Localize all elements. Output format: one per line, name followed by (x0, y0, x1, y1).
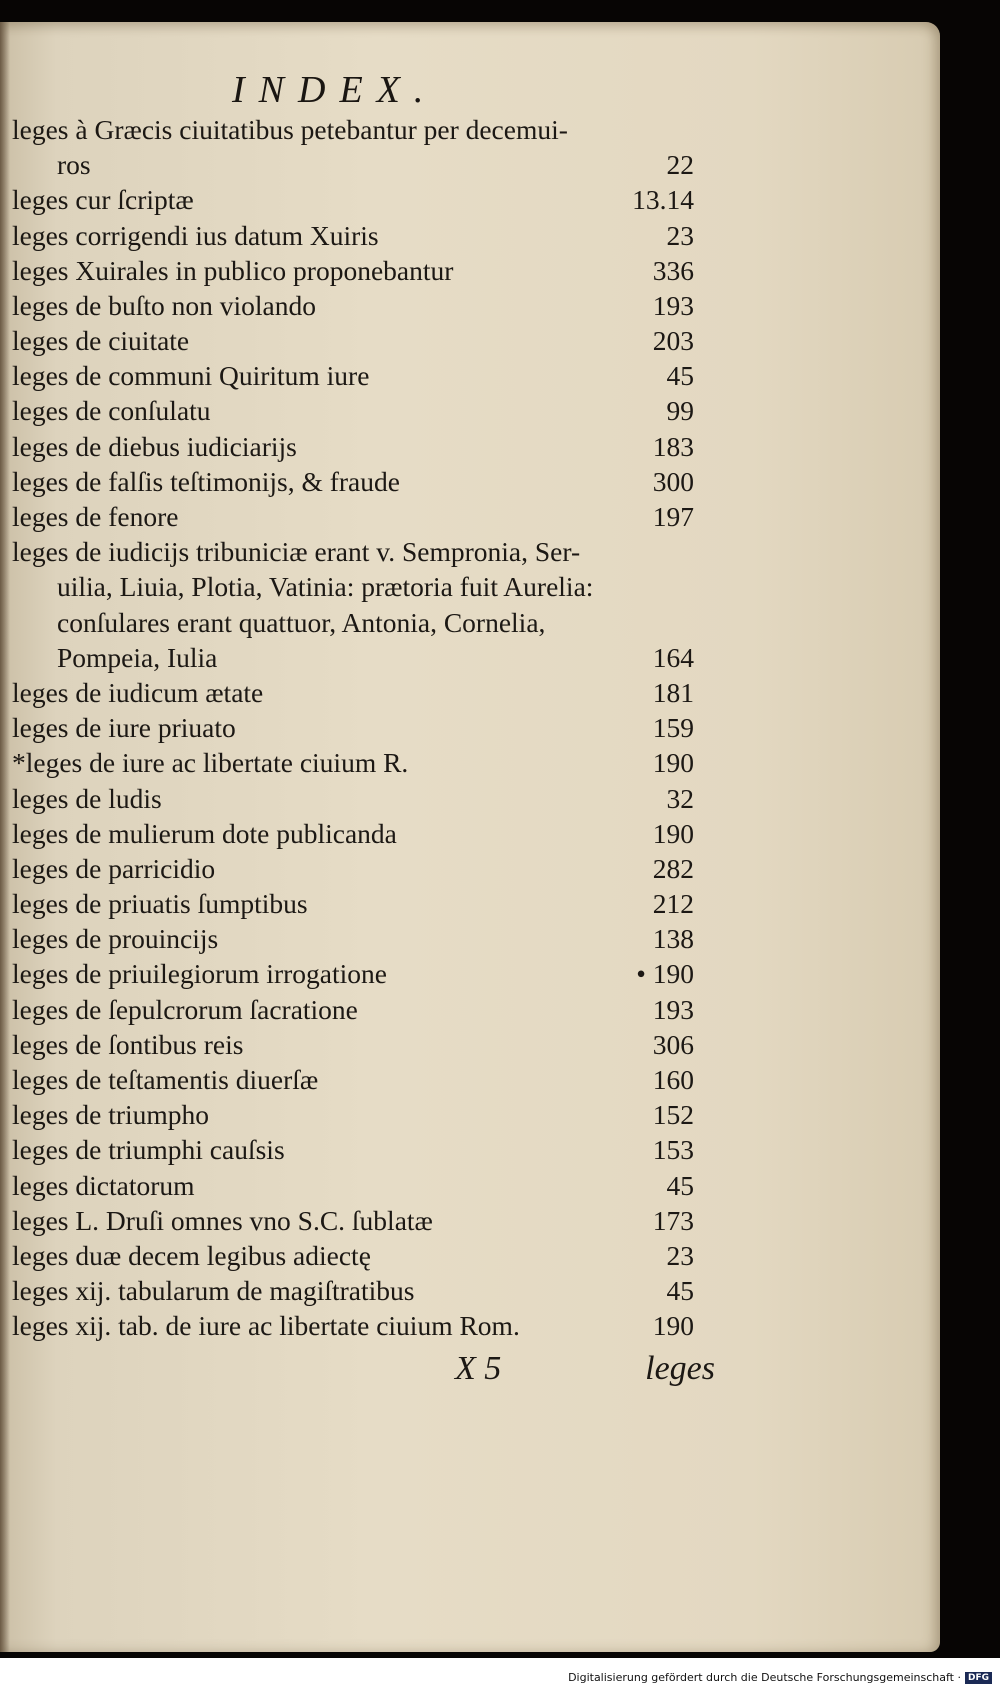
catchword: leges (645, 1350, 715, 1387)
entry-term: ros (57, 149, 91, 181)
entry-page-number: 190 (652, 1310, 694, 1342)
entry-page-number: 159 (652, 712, 694, 744)
credit-text: Digitalisierung gefördert durch die Deutsche Forschungsgemeinschaft · (568, 1671, 961, 1684)
index-entry (12, 1062, 694, 1097)
index-entry (12, 781, 694, 816)
entry-page-number: 306 (652, 1028, 694, 1060)
index-entry (12, 1308, 694, 1343)
entry-term: leges de iudicijs tribuniciæ erant v. Sempronia, Ser- (12, 536, 581, 568)
entry-term: conſulares erant quattuor, Antonia, Cornelia, (57, 606, 546, 638)
entry-page-number: 183 (652, 430, 694, 462)
entry-page-number: 45 (666, 1275, 694, 1307)
entry-term: leges de ludis (12, 782, 162, 814)
entry-term: leges de parricidio (12, 852, 216, 884)
entry-term: leges de communi Quiritum iure (12, 360, 370, 392)
index-entry (12, 464, 694, 499)
entry-term: uilia, Liuia, Plotia, Vatinia: prætoria fuit Aurelia: (57, 571, 594, 603)
signature-mark: X 5 (455, 1350, 502, 1387)
entry-page-number: 99 (666, 395, 694, 427)
entry-page-number: 212 (652, 888, 694, 920)
entry-term: Pompeia, Iulia (57, 641, 218, 673)
index-entry (12, 1273, 694, 1308)
index-entry (12, 1238, 694, 1273)
page-footer (455, 1350, 715, 1388)
index-entry (12, 957, 694, 992)
entry-page-number: 181 (652, 676, 694, 708)
entry-term: leges duæ decem legibus adiectę (12, 1239, 371, 1271)
entry-term: leges xij. tab. de iure ac libertate ciuium Rom. (12, 1310, 520, 1342)
entry-term: leges dictatorum (12, 1169, 195, 1201)
entry-page-number: 23 (666, 219, 694, 251)
index-entry (12, 112, 694, 147)
entry-page-number: 153 (652, 1134, 694, 1166)
entry-term: leges L. Druſi omnes vno S.C. ſublatæ (12, 1204, 433, 1236)
index-entry-continuation (12, 147, 694, 182)
entry-term: leges de fenore (12, 501, 179, 533)
index-entry (12, 499, 694, 534)
entry-page-number: 45 (666, 360, 694, 392)
entry-page-number (686, 569, 694, 604)
index-entry (12, 1132, 694, 1167)
entry-page-number: 197 (652, 501, 694, 533)
entry-page-number: 152 (652, 1099, 694, 1131)
index-entry (12, 745, 694, 780)
entry-term: leges de buſto non violando (12, 289, 316, 321)
entry-term: leges xij. tabularum de magiſtratibus (12, 1275, 415, 1307)
index-entry (12, 1203, 694, 1238)
entry-page-number (686, 605, 694, 640)
entry-term: leges de prouincijs (12, 923, 219, 955)
running-head: INDEX. (232, 69, 438, 111)
index-entry (12, 182, 694, 217)
entry-term: leges de iure priuato (12, 712, 236, 744)
entry-page-number: 173 (652, 1204, 694, 1236)
entry-page-number: 203 (652, 325, 694, 357)
entry-page-number: 336 (652, 254, 694, 286)
index-entry-continuation (12, 640, 694, 675)
entry-term: leges de ciuitate (12, 325, 190, 357)
index-entry (12, 218, 694, 253)
index-entry (12, 816, 694, 851)
entry-term: leges de diebus iudiciarijs (12, 430, 297, 462)
index-entry (12, 253, 694, 288)
index-entry (12, 992, 694, 1027)
entry-term: leges de ſontibus reis (12, 1028, 244, 1060)
entry-page-number: 13.14 (632, 184, 694, 216)
index-entry (12, 1168, 694, 1203)
index-entry (12, 534, 694, 569)
entry-page-number: 164 (652, 641, 694, 673)
entry-term: leges de falſis teſtimonijs, & fraude (12, 465, 400, 497)
entry-term: leges de triumpho (12, 1099, 210, 1131)
entry-page-number: 32 (666, 782, 694, 814)
entry-term: leges à Græcis ciuitatibus petebantur per decemui- (12, 113, 568, 145)
index-entry-continuation (12, 569, 694, 604)
digitization-credit (568, 1671, 992, 1684)
entry-page-number: 300 (652, 465, 694, 497)
entry-page-number: 160 (652, 1064, 694, 1096)
entry-page-number: 138 (652, 923, 694, 955)
index-entry (12, 394, 694, 429)
entry-term: leges de triumphi cauſsis (12, 1134, 285, 1166)
entry-term: *leges de iure ac libertate ciuium R. (12, 747, 409, 779)
entry-page-number: 190 (652, 747, 694, 779)
index-entry-continuation (12, 605, 694, 640)
entry-term: leges de ſepulcrorum ſacratione (12, 993, 358, 1025)
page-gutter-shadow (0, 22, 10, 1652)
dfg-logo: DFG (965, 1672, 992, 1684)
entry-term: leges de teſtamentis diuerſæ (12, 1064, 319, 1096)
index-list (12, 112, 694, 1344)
index-entry (12, 710, 694, 745)
entry-term: leges Xuirales in publico proponebantur (12, 254, 454, 286)
entry-page-number: 23 (666, 1239, 694, 1271)
entry-term: leges de iudicum ætate (12, 676, 264, 708)
entry-term: leges de priuatis ſumptibus (12, 888, 308, 920)
entry-page-number: 45 (666, 1169, 694, 1201)
index-entry (12, 323, 694, 358)
entry-term: leges de priuilegiorum irrogatione (12, 958, 387, 990)
index-entry (12, 1097, 694, 1132)
entry-term: leges cur ſcriptæ (12, 184, 194, 216)
entry-term: leges de conſulatu (12, 395, 211, 427)
entry-page-number: 193 (652, 993, 694, 1025)
index-entry (12, 1027, 694, 1062)
entry-term: leges de mulierum dote publicanda (12, 817, 397, 849)
index-entry (12, 675, 694, 710)
entry-term: leges corrigendi ius datum Xuiris (12, 219, 379, 251)
index-entry (12, 921, 694, 956)
index-entry (12, 429, 694, 464)
index-entry (12, 886, 694, 921)
index-entry (12, 358, 694, 393)
entry-page-number: 22 (666, 149, 694, 181)
entry-page-number: 190 (652, 817, 694, 849)
index-entry (12, 288, 694, 323)
entry-page-number: 193 (652, 289, 694, 321)
entry-page-number: • 190 (636, 958, 694, 990)
index-entry (12, 851, 694, 886)
entry-page-number: 282 (652, 852, 694, 884)
